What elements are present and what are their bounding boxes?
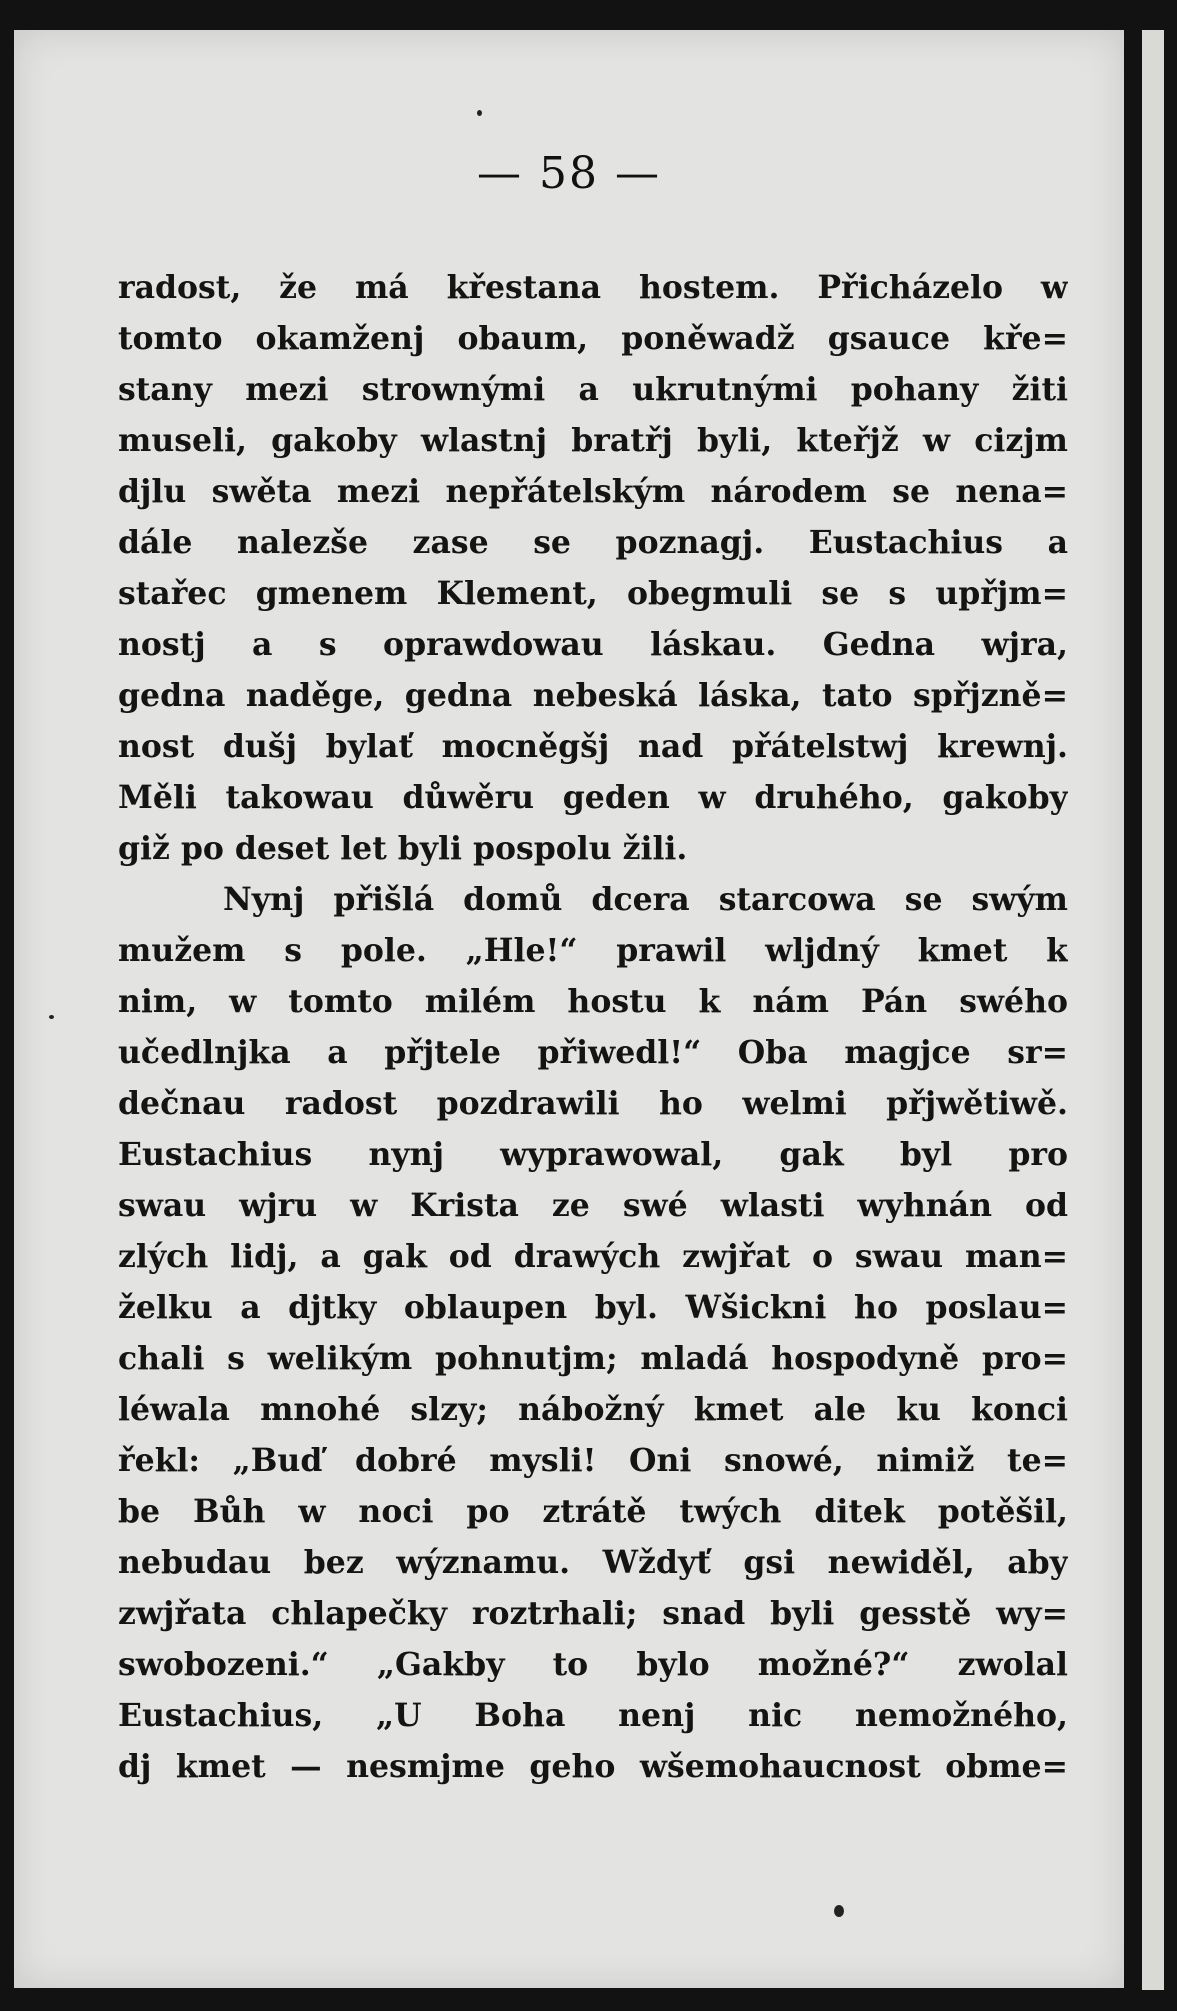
text-line: swau wjru w Krista ze swé wlasti wyhnán od: [118, 1187, 1068, 1224]
text-line: giž po deset let byli pospolu žili.: [118, 830, 688, 867]
text-line: dečnau radost pozdrawili ho welmi přjwětiwě.: [118, 1085, 1068, 1122]
text-line: zlých lidj, a gak od drawých zwjřat o swau man=: [118, 1238, 1068, 1275]
text-line: chali s welikým pohnutjm; mladá hospodyně pro=: [118, 1340, 1068, 1377]
text-line: tomto okamženj obaum, poněwadž gsauce kře=: [118, 320, 1068, 357]
text-line: učedlnjka a přjtele přiwedl!“ Oba magjce sr=: [118, 1034, 1068, 1071]
body-text: [118, 262, 1068, 1792]
text-line: želku a djtky oblaupen byl. Wšickni ho poslau=: [118, 1289, 1068, 1326]
ink-speck: [477, 110, 482, 116]
text-line: djlu swěta mezi nepřátelským národem se nena=: [118, 473, 1068, 510]
text-line: stany mezi strownými a ukrutnými pohany žiti: [118, 371, 1068, 408]
text-line: nost dušj bylať mocněgšj nad přátelstwj krewnj.: [118, 728, 1068, 765]
ink-speck: [834, 1905, 844, 1917]
text-line: řekl: „Buď dobré mysli! Oni snowé, nimiž te=: [118, 1442, 1068, 1479]
text-line: gedna naděge, gedna nebeská láska, tato spřjzně=: [118, 677, 1068, 714]
text-line: Eustachius, „U Boha nenj nic nemožného,: [118, 1697, 1068, 1734]
text-line: stařec gmenem Klement, obegmuli se s upřjm=: [118, 575, 1068, 612]
text-line-paragraph-start: Nynj přišlá domů dcera starcowa se swým: [223, 881, 1068, 918]
text-line: radost, že má křestana hostem. Přicházelo w: [118, 269, 1068, 306]
text-line: dj kmet — nesmjme geho wšemohaucnost obme=: [118, 1748, 1068, 1785]
adjacent-page-edge: [1142, 30, 1164, 1990]
book-page: [14, 30, 1124, 1988]
text-line: museli, gakoby wlastnj bratřj byli, kteřjž w cizjm: [118, 422, 1068, 459]
text-line: mužem s pole. „Hle!“ prawil wljdný kmet k: [118, 932, 1068, 969]
text-line: nim, w tomto milém hostu k nám Pán swého: [118, 983, 1068, 1020]
text-line: dále nalezše zase se poznagj. Eustachius a: [118, 524, 1068, 561]
text-line: be Bůh w noci po ztrátě twých ditek potěšil,: [118, 1493, 1068, 1530]
text-line: léwala mnohé slzy; nábožný kmet ale ku konci: [118, 1391, 1068, 1428]
text-line: Eustachius nynj wyprawowal, gak byl pro: [118, 1136, 1068, 1173]
text-line: Měli takowau důwěru geden w druhého, gakoby: [118, 779, 1068, 816]
page-number: — 58 —: [477, 148, 661, 199]
text-line: zwjřata chlapečky roztrhali; snad byli gesstě wy=: [118, 1595, 1068, 1632]
text-line: nebudau bez wýznamu. Wždyť gsi newiděl, aby: [118, 1544, 1068, 1581]
text-line: nostj a s oprawdowau láskau. Gedna wjra,: [118, 626, 1068, 663]
ink-speck: [49, 1015, 54, 1019]
text-line: swobozeni.“ „Gakby to bylo možné?“ zwolal: [118, 1646, 1068, 1683]
